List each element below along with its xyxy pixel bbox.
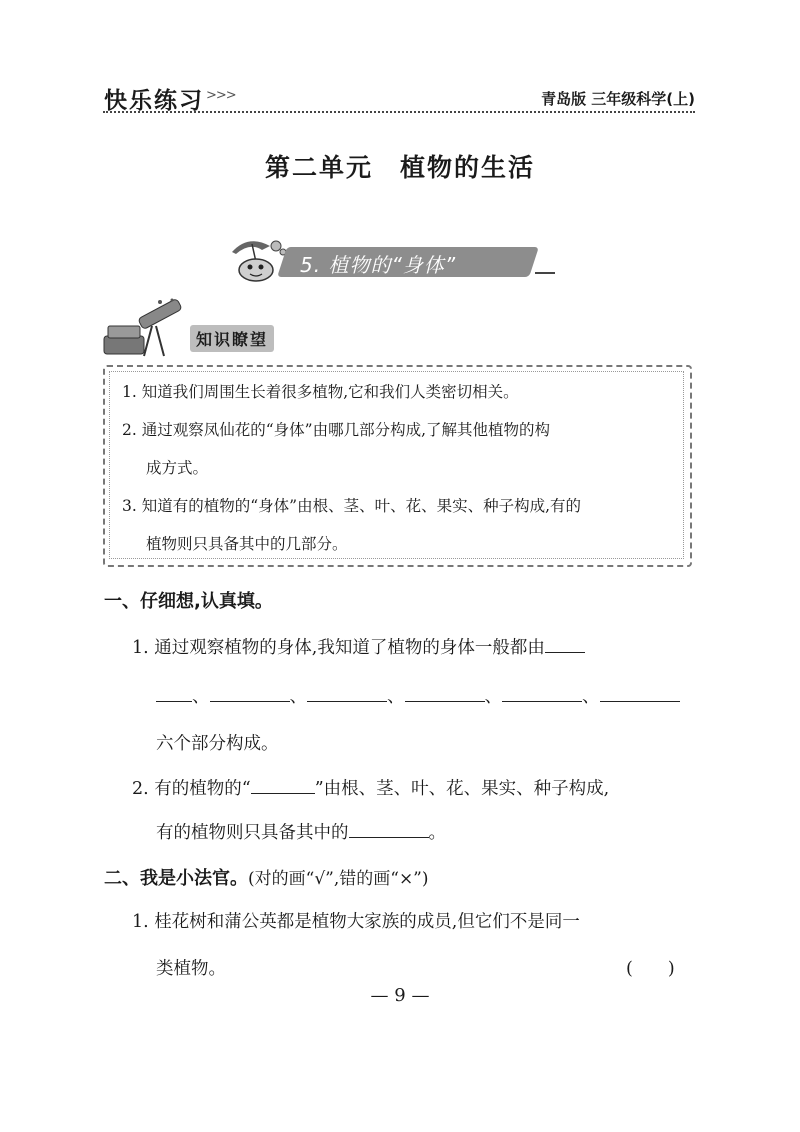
s2-q1-line2: 类植物。 (156, 959, 226, 979)
header-book-info: 青岛版 三年级科学(上) (541, 90, 695, 108)
knowledge-item-3: 3. 知道有的植物的“身体”由根、茎、叶、花、果实、种子构成,有的 (122, 497, 581, 515)
s1-q1-line3: 六个部分构成。 (156, 734, 279, 754)
answer-blank[interactable] (210, 683, 290, 702)
lesson-banner-tail (535, 272, 555, 274)
answer-blank[interactable] (545, 634, 585, 653)
knowledge-item-1: 1. 知道我们周围生长着很多植物,它和我们人类密切相关。 (122, 383, 519, 401)
header-arrows: >>> (206, 88, 236, 103)
knowledge-item-2: 2. 通过观察凤仙花的“身体”由哪几部分构成,了解其他植物的构 (122, 421, 550, 439)
answer-blank[interactable] (251, 775, 315, 794)
s1-q2-part2: ”由根、茎、叶、花、果实、种子构成, (314, 779, 610, 799)
answer-blank[interactable] (405, 683, 485, 702)
s1-q1-text: 1. 通过观察植物的身体,我知道了植物的身体一般都由 (132, 638, 545, 658)
s2-q1-line1: 1. 桂花树和蒲公英都是植物大家族的成员,但它们不是同一 (132, 912, 580, 932)
mascot-icon (226, 232, 286, 284)
s1-q2-line2a: 有的植物则只具备其中的 (156, 823, 349, 843)
separator: 、 (192, 687, 210, 707)
s1-q2-line2 (156, 819, 446, 844)
separator: 、 (484, 687, 502, 707)
separator: 、 (387, 687, 405, 707)
s1-q1-line1 (132, 634, 585, 659)
knowledge-item-2-cont: 成方式。 (146, 459, 209, 477)
lesson-title: 5. 植物的“身体” (300, 253, 457, 277)
knowledge-item-3-cont: 植物则只具备其中的几部分。 (146, 535, 348, 553)
answer-blank[interactable] (502, 683, 582, 702)
separator: 、 (289, 687, 307, 707)
section2-note: (对的画“√”,错的画“×”) (248, 869, 429, 889)
s1-q2-line2b: 。 (428, 823, 446, 843)
section2-title: 二、我是小法官。 (104, 868, 248, 889)
answer-bracket[interactable]: ( ) (626, 959, 675, 979)
header-title: 快乐练习 (104, 88, 204, 114)
answer-blank[interactable] (156, 683, 192, 702)
answer-blank[interactable] (307, 683, 387, 702)
page-number: — 9 — (370, 985, 430, 1006)
telescope-icon (100, 296, 190, 360)
knowledge-title: 知识瞭望 (190, 325, 274, 352)
unit-title: 第二单元 植物的生活 (264, 153, 535, 182)
section2-title-row (104, 864, 429, 890)
separator: 、 (582, 687, 600, 707)
s1-q2-line1 (132, 775, 609, 800)
s1-q2-part1: 2. 有的植物的“ (132, 779, 251, 799)
answer-blank[interactable] (600, 683, 680, 702)
header-divider (103, 111, 695, 113)
section1-title: 一、仔细想,认真填。 (104, 591, 273, 612)
s1-q1-line2 (156, 683, 680, 708)
answer-blank[interactable] (349, 819, 429, 838)
